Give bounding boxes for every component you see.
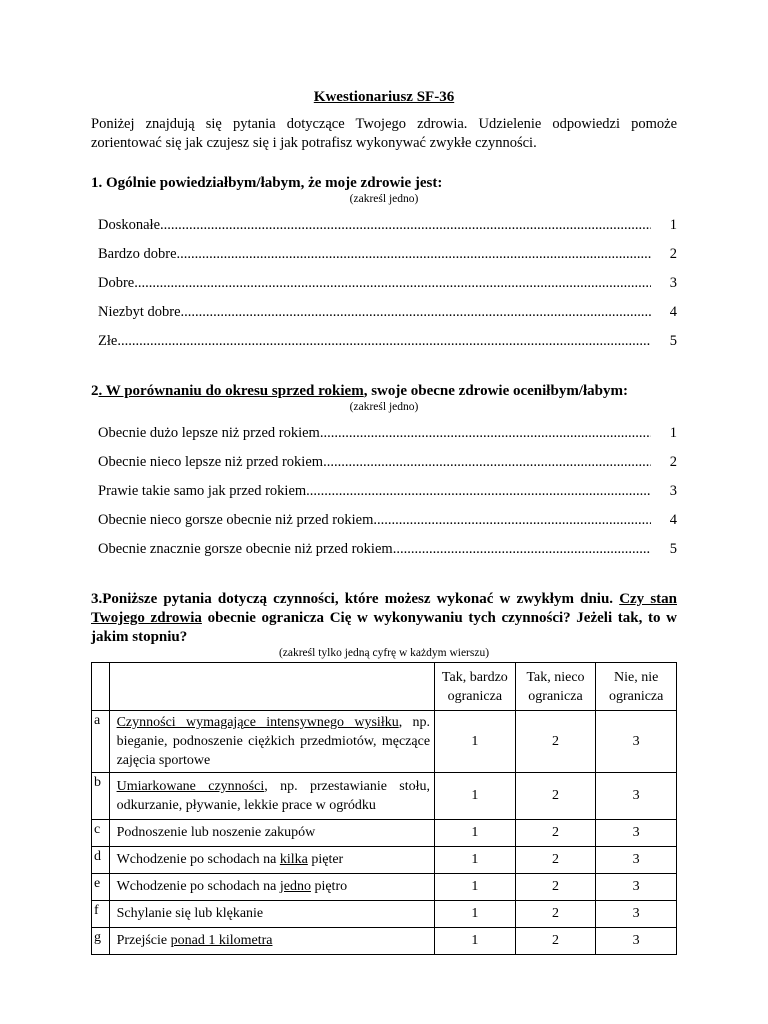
- table-header-row: [92, 663, 677, 711]
- row-letter: b: [92, 773, 110, 820]
- dot-leader: [134, 269, 651, 298]
- row-letter: g: [92, 928, 110, 955]
- dot-leader: [181, 298, 651, 327]
- option-label: Dobre: [98, 275, 135, 291]
- header-cell: Tak, nieco ogranicza: [515, 663, 596, 711]
- row-letter: e: [92, 874, 110, 901]
- table-row: [92, 820, 677, 847]
- option-number[interactable]: 1: [669, 217, 677, 233]
- row-description-underlined: ponad 1 kilometra: [170, 933, 273, 948]
- option-label: Niezbyt dobre: [98, 304, 181, 320]
- answer-cell[interactable]: 3: [596, 874, 677, 901]
- table-row: [92, 901, 677, 928]
- row-description: [109, 901, 434, 928]
- answer-cell[interactable]: 1: [435, 773, 516, 820]
- row-description: [109, 928, 434, 955]
- row-description: [109, 874, 434, 901]
- question-2-options: [91, 419, 677, 564]
- question-2: [91, 382, 677, 564]
- question-2-hint: (zakreśl jedno): [349, 401, 419, 413]
- row-description-rest: piętro: [310, 879, 348, 894]
- dot-leader: [117, 327, 651, 356]
- row-description-pre: Schylanie się lub klękanie: [116, 906, 264, 921]
- header-empty-cell: [92, 663, 110, 711]
- question-3-title: [91, 590, 677, 647]
- answer-cell[interactable]: 1: [435, 874, 516, 901]
- question-1-options: [91, 211, 677, 356]
- question-2-title-prefix: 2: [91, 383, 99, 399]
- row-description-pre: Podnoszenie lub noszenie zakupów: [116, 825, 316, 840]
- row-description: [109, 847, 434, 874]
- table-row: [92, 711, 677, 773]
- option-number[interactable]: 4: [669, 512, 677, 528]
- question-3: [91, 590, 677, 955]
- question-3-table: [91, 662, 677, 955]
- row-description-pre: Przejście: [116, 933, 171, 948]
- answer-cell[interactable]: 1: [435, 847, 516, 874]
- question-1: [91, 174, 677, 356]
- option-number[interactable]: 5: [669, 541, 677, 557]
- row-description-rest: pięter: [307, 852, 344, 867]
- option-number[interactable]: 3: [669, 275, 677, 291]
- row-description-pre: Wchodzenie po schodach na: [116, 879, 280, 894]
- option-label: Prawie takie samo jak przed rokiem: [98, 483, 307, 499]
- answer-cell[interactable]: 2: [515, 874, 596, 901]
- row-description: [109, 773, 434, 820]
- answer-cell[interactable]: 2: [515, 820, 596, 847]
- option-label: Doskonałe: [98, 217, 161, 233]
- option-number[interactable]: 3: [669, 483, 677, 499]
- answer-cell[interactable]: 3: [596, 820, 677, 847]
- option-row[interactable]: [98, 535, 677, 564]
- header-cell: Tak, bardzo ogranicza: [435, 663, 516, 711]
- answer-cell[interactable]: 3: [596, 847, 677, 874]
- option-label: Obecnie znacznie gorsze obecnie niż przed rokiem: [98, 541, 393, 557]
- answer-cell[interactable]: 2: [515, 773, 596, 820]
- answer-cell[interactable]: 2: [515, 847, 596, 874]
- option-label: Obecnie dużo lepsze niż przed rokiem: [98, 425, 320, 441]
- question-1-hint: (zakreśl jedno): [349, 193, 419, 205]
- dot-leader: [323, 448, 651, 477]
- answer-cell[interactable]: 1: [435, 820, 516, 847]
- option-row[interactable]: [98, 327, 677, 356]
- dot-leader: [320, 419, 651, 448]
- option-row[interactable]: [98, 211, 677, 240]
- row-description-underlined: Umiarkowane czynności: [116, 779, 265, 794]
- row-description: [109, 711, 434, 773]
- option-number[interactable]: 5: [669, 333, 677, 349]
- answer-cell[interactable]: 2: [515, 711, 596, 773]
- option-row[interactable]: [98, 506, 677, 535]
- answer-cell[interactable]: 3: [596, 711, 677, 773]
- answer-cell[interactable]: 1: [435, 901, 516, 928]
- row-description-rest: , np. przestawianie stołu, odkurzanie, pływanie, lekkie prace w ogródku: [116, 779, 431, 813]
- option-row[interactable]: [98, 269, 677, 298]
- answer-cell[interactable]: 3: [596, 901, 677, 928]
- row-letter: a: [92, 711, 110, 773]
- question-2-title: [91, 382, 677, 401]
- header-cell: Nie, nie ogranicza: [596, 663, 677, 711]
- answer-cell[interactable]: 3: [596, 928, 677, 955]
- dot-leader: [306, 477, 651, 506]
- table-row: [92, 928, 677, 955]
- option-row[interactable]: [98, 477, 677, 506]
- document-title: Kwestionariusz SF-36: [313, 89, 455, 105]
- option-number[interactable]: 1: [669, 425, 677, 441]
- row-description: [109, 820, 434, 847]
- option-label: Bardzo dobre: [98, 246, 177, 262]
- option-number[interactable]: 2: [669, 454, 677, 470]
- table-row: [92, 874, 677, 901]
- answer-cell[interactable]: 1: [435, 711, 516, 773]
- answer-cell[interactable]: 2: [515, 928, 596, 955]
- document-page: [91, 88, 677, 955]
- option-row[interactable]: [98, 240, 677, 269]
- option-label: Złe: [98, 333, 118, 349]
- option-row[interactable]: [98, 298, 677, 327]
- answer-cell[interactable]: 3: [596, 773, 677, 820]
- dot-leader: [160, 211, 651, 240]
- question-3-title-underlined: Czy stan Twojego zdrowia: [91, 591, 677, 626]
- option-row[interactable]: [98, 419, 677, 448]
- row-letter: f: [92, 901, 110, 928]
- option-label: Obecnie nieco gorsze obecnie niż przed rokiem: [98, 512, 374, 528]
- dot-leader: [177, 240, 651, 269]
- row-description-underlined: Czynności wymagające intensywnego wysiłku: [116, 715, 399, 730]
- table-row: [92, 847, 677, 874]
- row-description-underlined: jedno: [279, 879, 311, 894]
- question-3-title-part1: 3.Poniższe pytania dotyczą czynności, które możesz wykonać w zwykłym dniu.: [91, 591, 620, 607]
- dot-leader: [373, 506, 651, 535]
- row-letter: c: [92, 820, 110, 847]
- question-3-hint: (zakreśl tylko jedną cyfrę w każdym wierszu): [278, 647, 490, 659]
- question-2-title-rest: , swoje obecne zdrowie oceniłbym/łabym:: [363, 383, 628, 399]
- question-2-title-underlined: . W porównaniu do okresu sprzed rokiem: [98, 383, 364, 399]
- option-number[interactable]: 2: [669, 246, 677, 262]
- answer-cell[interactable]: 2: [515, 901, 596, 928]
- intro-paragraph: Poniżej znajdują się pytania dotyczące Twojego zdrowia. Udzielenie odpowiedzi pomoże zorientować się jak czujesz się i jak potrafisz wykonywać zwykłe czynności.: [91, 116, 677, 151]
- row-description-rest: , np. bieganie, podnoszenie ciężkich przedmiotów, męczące zajęcia sportowe: [116, 715, 431, 768]
- row-description-underlined: kilka: [279, 852, 308, 867]
- option-row[interactable]: [98, 448, 677, 477]
- question-1-title: 1. Ogólnie powiedziałbym/łabym, że moje zdrowie jest:: [91, 175, 443, 191]
- question-3-title-part2: obecnie ogranicza Cię w wykonywaniu tych czynności? Jeżeli tak, to w jakim stopniu?: [91, 610, 677, 645]
- dot-leader: [393, 535, 651, 564]
- row-letter: d: [92, 847, 110, 874]
- option-number[interactable]: 4: [669, 304, 677, 320]
- table-row: [92, 773, 677, 820]
- row-description-pre: Wchodzenie po schodach na: [116, 852, 280, 867]
- option-label: Obecnie nieco lepsze niż przed rokiem: [98, 454, 324, 470]
- header-empty-cell: [109, 663, 434, 711]
- answer-cell[interactable]: 1: [435, 928, 516, 955]
